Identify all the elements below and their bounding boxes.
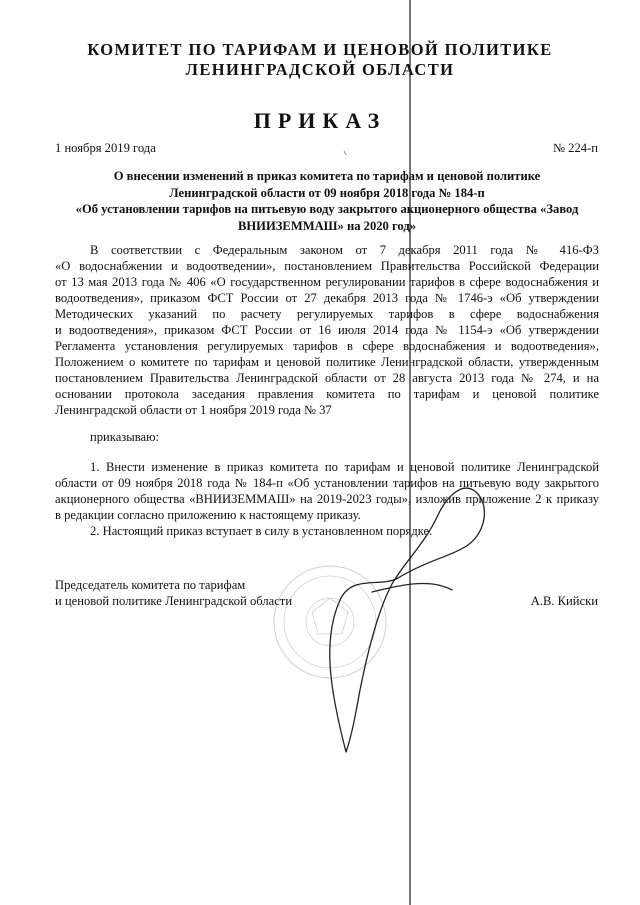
order-item-1-line: в редакции согласно приложению к настоящему приказу.	[55, 508, 361, 522]
preamble-line: и водоотведения», приказом ФСТ России от 16 июля 2014 года № 1154-э «Об утверждении	[55, 323, 599, 337]
preamble-line: водоотведения», приказом ФСТ России от 27 декабря 2013 года № 1746-э «Об утверждении	[55, 291, 599, 305]
scan-speck	[344, 151, 346, 155]
order-item-1-line: области от 09 ноября 2018 года № 184-п «Об установлении тарифов на питьевую воду закрытого	[55, 476, 599, 490]
signatory-position-line2: и ценовой политике Ленинградской области	[55, 594, 293, 608]
order-item-2: 2. Настоящий приказ вступает в силу в установленном порядке.	[90, 524, 433, 538]
preamble-line: Регламента установления регулируемых тарифов в сфере водоснабжения и водоотведения»,	[55, 339, 599, 353]
order-item-1-line: акционерного общества «ВНИИЗЕММАШ» на 2019-2023 годы», изложив приложение 2 к приказу	[55, 492, 599, 506]
preamble-line: «О водоснабжении и водоотведении», постановлением Правительства Российской Федерации	[55, 259, 599, 273]
preamble-line: Положением о комитете по тарифам и ценовой политике Ленинградской области, утвержденным	[55, 355, 599, 369]
title-line: Ленинградской области от 09 ноября 2018 года № 184-п	[169, 185, 485, 200]
preamble-line: В соответствии с Федеральным законом от 7 декабря 2011 года № 416-ФЗ	[90, 243, 599, 257]
title-line: ВНИИЗЕММАШ» на 2020 год»	[237, 218, 417, 233]
title-line: О внесении изменений в приказ комитета по тарифам и ценовой политике	[113, 169, 541, 183]
organization-name-line1: КОМИТЕТ ПО ТАРИФАМ И ЦЕНОВОЙ ПОЛИТИКЕ	[87, 40, 553, 59]
preamble-line: Методических указаний по расчету регулируемых тарифов в сфере водоснабжения	[55, 307, 599, 321]
document-date: 1 ноября 2019 года	[55, 141, 156, 155]
official-stamp-seal	[274, 566, 386, 678]
preamble-line: Ленинградской области от 1 ноября 2019 года № 37	[55, 403, 332, 417]
title-line: «Об установлении тарифов на питьевую воду закрытого акционерного общества «Завод	[75, 202, 579, 216]
signatory-position-line1: Председатель комитета по тарифам	[55, 578, 246, 592]
signatory-name: А.В. Кийски	[530, 594, 598, 608]
preamble-line: основании протокола заседания правления комитета по тарифам и ценовой политике	[55, 387, 599, 401]
document-number: № 224-п	[553, 141, 598, 155]
document-type-heading: ПРИКАЗ	[253, 108, 387, 133]
preamble-line: постановлением Правительства Ленинградской области от 28 августа 2013 года № 274, и на	[55, 371, 599, 385]
order-word: приказываю:	[90, 430, 160, 444]
order-item-1-line: 1. Внести изменение в приказ комитета по тарифам и ценовой политике Ленинградской	[90, 460, 599, 474]
document-title	[55, 168, 599, 234]
organization-name-line2: ЛЕНИНГРАДСКОЙ ОБЛАСТИ	[185, 60, 455, 79]
preamble-line: от 13 мая 2013 года № 406 «О государственном регулировании тарифов в сфере водоснабжения и	[55, 275, 599, 289]
